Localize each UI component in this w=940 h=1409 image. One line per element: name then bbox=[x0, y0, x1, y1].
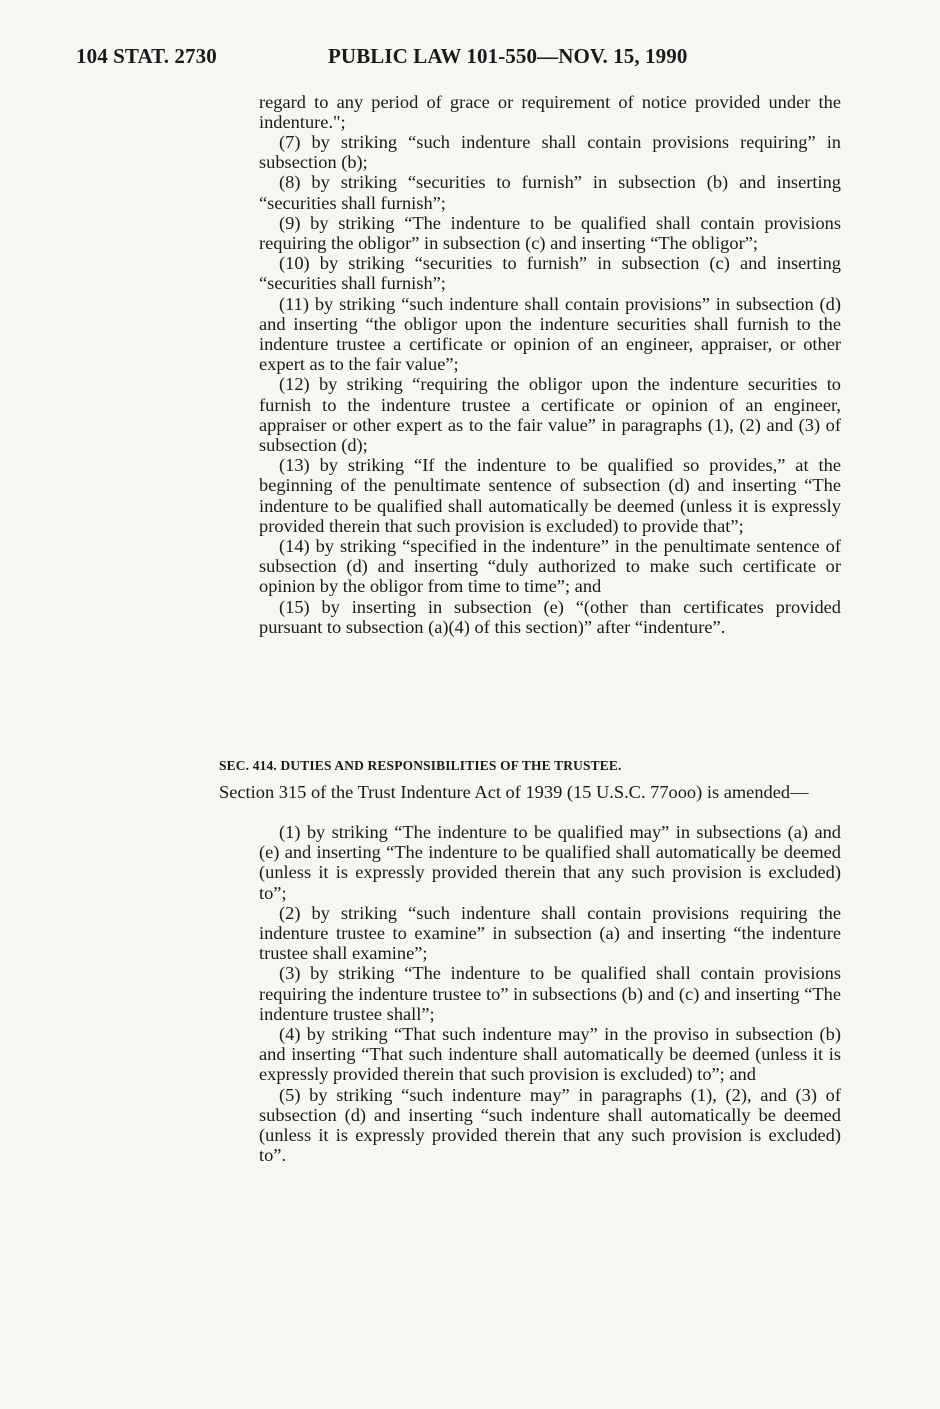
amendment-item-11: (11) by striking “such indenture shall contain provisions” in subsection (d) and inserting “the obligor upon the indenture securities shall furnish to the indenture trustee a certificate or opinion of an engineer, appraiser, or other expert as to the fair value”; bbox=[259, 293, 841, 375]
section-414-amendments-list bbox=[259, 822, 841, 1165]
amendment-item-12: (12) by striking “requiring the obligor upon the indenture securities to furnish to the indenture trustee a certificate or opinion of an engineer, appraiser or other expert as to the fair value” in paragraphs (1), (2) and (3) of subsection (d); bbox=[259, 374, 841, 456]
section-414-intro: Section 315 of the Trust Indenture Act of 1939 (15 U.S.C. 77ooo) is amended— bbox=[219, 782, 809, 802]
amendment-item-13: (13) by striking “If the indenture to be qualified so provides,” at the beginning of the penultimate sentence of subsection (d) and inserting “The indenture to be qualified shall automatically be deemed (unless it is expressly provided therein that such provision is excluded) to provide that”; bbox=[259, 455, 841, 536]
public-law-title: PUBLIC LAW 101-550—NOV. 15, 1990 bbox=[328, 44, 688, 68]
amendment-item-14: (14) by striking “specified in the indenture” in the penultimate sentence of subsection (d) and inserting “duly authorized to make such certificate or opinion by the obligor from time to time”; and bbox=[259, 536, 841, 597]
section-414-item-3: (3) by striking “The indenture to be qualified shall contain provisions requiring the indenture trustee to” in subsections (b) and (c) and inserting “The indenture trustee shall”; bbox=[259, 963, 841, 1024]
section-413-amendments-list bbox=[259, 132, 841, 637]
section-414-heading: SEC. 414. DUTIES AND RESPONSIBILITIES OF THE TRUSTEE. bbox=[219, 758, 622, 773]
section-414-item-4: (4) by striking “That such indenture may” in the proviso in subsection (b) and inserting “That such indenture shall automatically be deemed (unless it is expressly provided therein that such provision is excluded) to”; and bbox=[259, 1024, 841, 1085]
amendment-item-10: (10) by striking “securities to furnish” in subsection (c) and inserting “securities shall furnish”; bbox=[259, 253, 841, 294]
section-414-item-2: (2) by striking “such indenture shall contain provisions requiring the indenture trustee to examine” in subsection (a) and inserting “the indenture trustee shall examine”; bbox=[259, 902, 841, 964]
page-header bbox=[0, 44, 940, 74]
amendment-item-9: (9) by striking “The indenture to be qualified shall contain provisions requiring the obligor” in subsection (c) and inserting “The obligor”; bbox=[259, 212, 841, 254]
amendment-item-7: (7) by striking “such indenture shall contain provisions requiring” in subsection (b); bbox=[259, 132, 841, 173]
amendment-item-8: (8) by striking “securities to furnish” in subsection (b) and inserting “securities shall furnish”; bbox=[259, 172, 841, 213]
statute-page-reference: 104 STAT. 2730 bbox=[76, 44, 217, 68]
amendment-item-15: (15) by inserting in subsection (e) “(other than certificates provided pursuant to subsection (a)(4) of this section)” after “indenture”. bbox=[259, 596, 841, 637]
continued-paragraph: regard to any period of grace or requirement of notice provided under the indenture."; bbox=[259, 92, 841, 133]
section-414-item-1: (1) by striking “The indenture to be qualified may” in subsections (a) and (e) and inserting “The indenture to be qualified shall automatically be deemed (unless it is expressly provided therein that any such provision is excluded) to”; bbox=[259, 822, 841, 903]
section-414-item-5: (5) by striking “such indenture may” in paragraphs (1), (2), and (3) of subsection (d) and inserting “such indenture shall automatically be deemed (unless it is expressly provided therein that any such provision is excluded) to”. bbox=[259, 1084, 841, 1166]
